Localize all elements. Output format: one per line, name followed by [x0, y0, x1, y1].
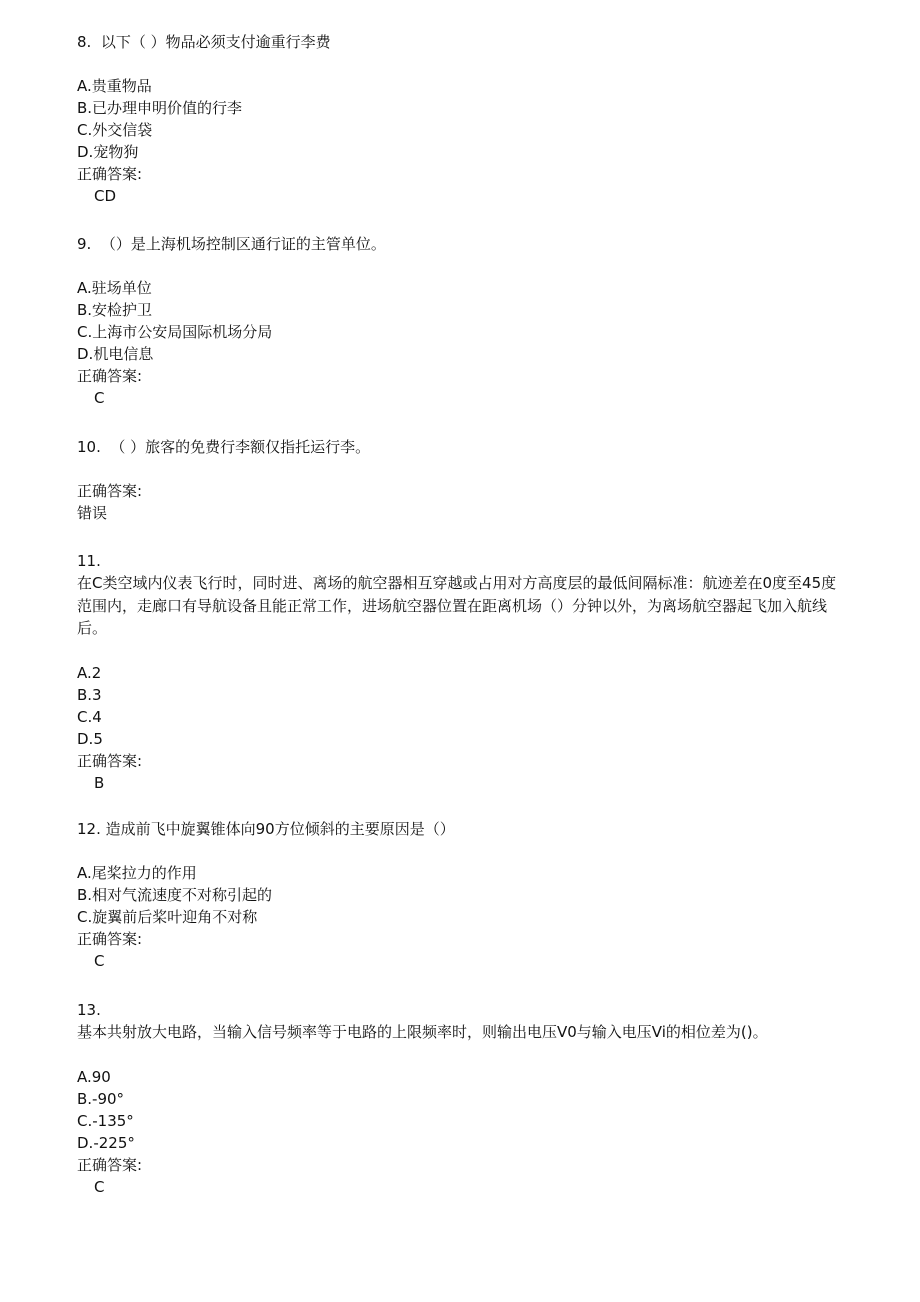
answer-label: 正确答案:: [77, 165, 143, 183]
question-stem: 在C类空域内仪表飞行时，同时进、离场的航空器相互穿越或占用对方高度层的最低间隔标准：航迹差在0度至45度范围内，走廊口有导航设备且能正常工作，进场航空器位置在距离机场（）分钟以外，为离场航空器起飞加入航线后。: [77, 574, 837, 637]
option-c: C.-135°: [77, 1111, 134, 1130]
answer-value: C: [94, 952, 105, 970]
question-13: [77, 999, 847, 1198]
question-stem: 12. 造成前飞中旋翼锥体向90方位倾斜的主要原因是（）: [77, 820, 455, 838]
question-stem: 基本共射放大电路，当输入信号频率等于电路的上限频率时，则输出电压V0与输入电压Vi的相位差为()。: [77, 1023, 768, 1041]
answer-value: C: [94, 1177, 105, 1196]
question-number: 11.: [77, 552, 101, 570]
option-a: A.90: [77, 1067, 111, 1086]
option-b: B.-90°: [77, 1089, 125, 1108]
option-a: A.尾桨拉力的作用: [77, 864, 197, 882]
option-d: D.宠物狗: [77, 143, 139, 161]
question-stem: 8. 以下（ ）物品必须支付逾重行李费: [77, 33, 331, 51]
answer-label: 正确答案:: [77, 367, 143, 385]
option-b: B.安检护卫: [77, 301, 153, 319]
option-b: B.相对气流速度不对称引起的: [77, 886, 273, 904]
option-d: D.机电信息: [77, 345, 154, 363]
question-11: [77, 550, 847, 794]
answer-label: 正确答案:: [77, 751, 143, 770]
question-stem: 10. （ ）旅客的免费行李额仅指托运行李。: [77, 438, 371, 456]
answer-label: 正确答案:: [77, 482, 143, 500]
answer-value: B: [94, 773, 105, 792]
answer-value: C: [94, 389, 105, 407]
option-c: C.上海市公安局国际机场分局: [77, 323, 273, 341]
answer-value: 错误: [77, 504, 108, 522]
question-12: [77, 818, 847, 972]
option-a: A.驻场单位: [77, 279, 152, 297]
option-d: D.5: [77, 729, 103, 748]
answer-label: 正确答案:: [77, 1155, 143, 1174]
option-b: B.3: [77, 685, 102, 704]
question-10: [77, 436, 847, 524]
question-9: [77, 233, 847, 409]
option-c: C.旋翼前后桨叶迎角不对称: [77, 908, 258, 926]
answer-value: CD: [94, 187, 117, 205]
question-number: 13.: [77, 1001, 101, 1019]
option-a: A.2: [77, 663, 102, 682]
option-b: B.已办理申明价值的行李: [77, 99, 243, 117]
option-c: C.4: [77, 707, 102, 726]
option-d: D.-225°: [77, 1133, 135, 1152]
answer-label: 正确答案:: [77, 930, 143, 948]
option-a: A.贵重物品: [77, 77, 152, 95]
question-stem: 9. （）是上海机场控制区通行证的主管单位。: [77, 235, 386, 253]
option-c: C.外交信袋: [77, 121, 153, 139]
question-8: [77, 31, 847, 207]
